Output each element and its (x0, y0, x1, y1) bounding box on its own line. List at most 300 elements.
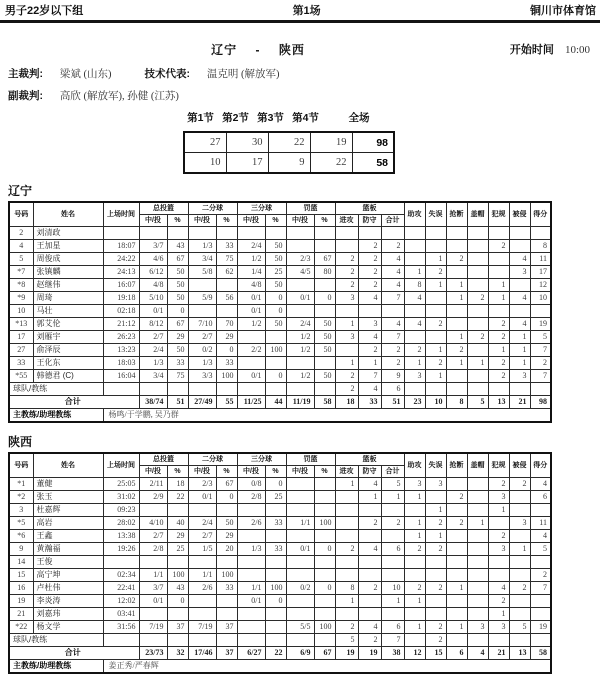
col-turnovers: 失误 (425, 453, 446, 478)
stat-cell: 7 (381, 331, 404, 344)
col-two-pointers: 二分球 (188, 453, 237, 466)
stat-cell: 67 (216, 478, 237, 491)
stat-cell: 1/5 (188, 543, 216, 556)
stat-cell: 2 (530, 569, 551, 582)
stat-cell: 5/10 (139, 292, 167, 305)
totals-row (9, 396, 551, 409)
stat-cell: 100 (314, 517, 335, 530)
stat-cell: 56 (216, 292, 237, 305)
stat-cell: 0/1 (286, 292, 314, 305)
stat-cell: 1 (446, 621, 467, 634)
stat-cell: 2 (358, 279, 381, 292)
stat-cell (167, 227, 188, 240)
col-percent: % (167, 215, 188, 227)
head-coach-label: 主教练/助理教练 (9, 660, 103, 674)
stat-cell (265, 227, 286, 240)
stat-cell (425, 556, 446, 569)
player-row (9, 504, 551, 517)
stat-cell (381, 569, 404, 582)
stat-cell (237, 569, 265, 582)
stat-cell (488, 227, 509, 240)
stat-cell: 100 (216, 569, 237, 582)
stat-cell: 2 (404, 582, 425, 595)
stat-cell: 7 (358, 370, 381, 383)
quarter-score-table (183, 131, 395, 174)
stat-cell: 4 (358, 383, 381, 396)
col-three-pointers: 三分球 (237, 453, 286, 466)
player-name-cell: 王化东 (33, 357, 103, 370)
stat-cell: 31:56 (103, 621, 139, 634)
stat-cell: 2 (335, 543, 358, 556)
away-team-name: 陕西 (278, 43, 305, 57)
stat-cell: 2 (467, 331, 488, 344)
stat-cell (467, 279, 488, 292)
stat-cell (358, 305, 381, 318)
stat-cell: 100 (216, 370, 237, 383)
stat-cell (425, 305, 446, 318)
stat-cell (265, 621, 286, 634)
stat-cell (488, 556, 509, 569)
stat-cell: 3 (358, 318, 381, 331)
col-steals: 抢断 (446, 453, 467, 478)
col-percent: % (167, 466, 188, 478)
col-two-pointers: 二分球 (188, 202, 237, 215)
stat-cell: 6 (530, 491, 551, 504)
stat-cell: 29 (167, 530, 188, 543)
player-number-cell: 14 (9, 556, 33, 569)
stat-cell: 1 (425, 344, 446, 357)
stat-cell (314, 305, 335, 318)
stat-cell: 29 (216, 331, 237, 344)
stat-cell: 2 (446, 491, 467, 504)
stat-cell (335, 227, 358, 240)
stat-cell: 50 (314, 344, 335, 357)
total-stat-cell: 6 (446, 647, 467, 660)
stat-cell: 6 (381, 621, 404, 634)
stat-cell (530, 556, 551, 569)
stat-cell: 100 (167, 569, 188, 582)
stat-cell (530, 504, 551, 517)
player-name-cell: 周琦 (33, 292, 103, 305)
stat-cell: 1 (488, 608, 509, 621)
stat-cell: 3 (488, 491, 509, 504)
stat-cell (314, 569, 335, 582)
tech-rep-name: 温克明 (解放军) (206, 69, 280, 80)
stat-cell: 3 (404, 478, 425, 491)
player-number-cell: *9 (9, 292, 33, 305)
stat-cell: 1 (335, 357, 358, 370)
stat-cell: 0 (314, 582, 335, 595)
quarter-label: 第1节 (187, 112, 214, 124)
player-number-cell: *7 (9, 266, 33, 279)
stat-cell: 3 (425, 478, 446, 491)
stat-cell: 1/2 (237, 253, 265, 266)
total-stat-cell: 67 (314, 647, 335, 660)
total-stat-cell: 51 (381, 396, 404, 409)
stat-cell (237, 556, 265, 569)
player-name-cell: 董健 (33, 478, 103, 491)
stat-cell (446, 569, 467, 582)
stat-cell (446, 318, 467, 331)
stat-cell: 1 (404, 530, 425, 543)
stat-cell: 1 (335, 318, 358, 331)
col-fouled: 被侵 (509, 202, 530, 227)
stat-cell (425, 292, 446, 305)
stat-cell: 13:23 (103, 344, 139, 357)
stat-cell (425, 491, 446, 504)
stat-cell: 1 (509, 331, 530, 344)
stat-cell (216, 279, 237, 292)
stat-cell: 1/2 (286, 331, 314, 344)
player-name-cell: 王鑫 (33, 530, 103, 543)
stat-cell (103, 634, 139, 647)
stat-cell: 21:12 (103, 318, 139, 331)
total-score-cell: 98 (352, 132, 394, 153)
stat-cell (237, 621, 265, 634)
stat-cell: 4/6 (139, 253, 167, 266)
stat-cell: 1 (446, 292, 467, 305)
quarter-score-cell: 22 (310, 153, 352, 174)
stat-cell: 1 (425, 253, 446, 266)
stat-cell: 8/12 (139, 318, 167, 331)
player-name-cell: 杨文学 (33, 621, 103, 634)
stat-cell (314, 504, 335, 517)
total-stat-cell: 12 (404, 647, 425, 660)
stat-cell: 6/12 (139, 266, 167, 279)
total-stat-cell: 58 (530, 647, 551, 660)
player-name-cell: 刘清政 (33, 227, 103, 240)
total-stat-cell: 6/9 (286, 647, 314, 660)
col-offensive-rebounds: 进攻 (335, 466, 358, 478)
player-row (9, 478, 551, 491)
player-number-cell: 2 (9, 227, 33, 240)
stat-cell (530, 305, 551, 318)
stat-cell (509, 227, 530, 240)
stat-cell (425, 240, 446, 253)
stat-cell (167, 634, 188, 647)
stat-cell: 1 (509, 357, 530, 370)
col-made-attempted: 中/投 (188, 215, 216, 227)
stat-cell: 4 (530, 478, 551, 491)
stat-cell: 2/7 (188, 530, 216, 543)
stat-cell (103, 227, 139, 240)
col-free-throws: 罚篮 (286, 202, 335, 215)
stat-cell (188, 279, 216, 292)
stat-cell (286, 305, 314, 318)
venue-label: 铜川市体育馆 (530, 5, 596, 17)
stat-cell: 3/7 (139, 240, 167, 253)
player-name-cell: 高岩 (33, 517, 103, 530)
stat-cell: 2 (404, 344, 425, 357)
stat-cell (286, 240, 314, 253)
stat-cell (286, 357, 314, 370)
stat-cell: 2 (467, 292, 488, 305)
total-stat-cell: 38/74 (139, 396, 167, 409)
stat-cell: 50 (167, 292, 188, 305)
stat-cell: 43 (167, 240, 188, 253)
stat-cell: 2 (358, 240, 381, 253)
stat-cell (404, 227, 425, 240)
stat-cell (188, 595, 216, 608)
col-made-attempted: 中/投 (237, 215, 265, 227)
stat-cell: 22 (167, 491, 188, 504)
stat-cell: 7/19 (188, 621, 216, 634)
total-score-cell: 58 (352, 153, 394, 174)
stat-cell (286, 595, 314, 608)
col-made-attempted: 中/投 (286, 466, 314, 478)
home-team-table-title: 辽宁 (8, 184, 33, 198)
stat-cell: 100 (314, 621, 335, 634)
stat-cell (286, 478, 314, 491)
stat-cell: 1/1 (237, 582, 265, 595)
stat-cell: 40 (167, 517, 188, 530)
stat-cell: 2 (509, 478, 530, 491)
stat-cell (467, 240, 488, 253)
total-stat-cell: 98 (530, 396, 551, 409)
team-coach-row (9, 383, 551, 396)
stat-cell: 7 (530, 344, 551, 357)
stat-cell: 50 (265, 253, 286, 266)
player-row (9, 331, 551, 344)
stat-cell (237, 634, 265, 647)
stat-cell (237, 530, 265, 543)
stat-cell: 50 (167, 279, 188, 292)
quarter-score-cell: 10 (184, 153, 226, 174)
stat-cell (216, 504, 237, 517)
stat-cell: 2/6 (188, 582, 216, 595)
stat-cell (509, 383, 530, 396)
stat-cell: 50 (265, 318, 286, 331)
stat-cell: 0/1 (237, 292, 265, 305)
stat-cell (167, 383, 188, 396)
player-row (9, 582, 551, 595)
col-offensive-rebounds: 进攻 (335, 215, 358, 227)
total-stat-cell: 17/46 (188, 647, 216, 660)
stat-cell: 1 (425, 504, 446, 517)
player-row (9, 227, 551, 240)
stat-cell (188, 383, 216, 396)
quarter-label: 第2节 (222, 112, 249, 124)
stat-cell (216, 227, 237, 240)
stat-cell: 0/1 (286, 543, 314, 556)
stat-cell (314, 556, 335, 569)
stat-cell: 2/4 (188, 517, 216, 530)
stat-cell: 2 (425, 517, 446, 530)
stat-cell: 4 (509, 292, 530, 305)
stat-cell (404, 383, 425, 396)
stat-cell: 7 (530, 582, 551, 595)
tech-rep-label: 技术代表: (144, 68, 190, 80)
stat-cell: 5 (335, 634, 358, 647)
stat-cell: 50 (314, 318, 335, 331)
stat-cell (265, 383, 286, 396)
stat-cell (509, 491, 530, 504)
stat-cell: 1 (488, 279, 509, 292)
stat-cell (188, 504, 216, 517)
stat-cell: 1 (404, 491, 425, 504)
player-row (9, 357, 551, 370)
col-assists: 助攻 (404, 453, 425, 478)
stat-cell: 33 (265, 543, 286, 556)
stat-cell: 18 (167, 478, 188, 491)
col-total-rebounds: 合计 (381, 466, 404, 478)
stat-cell: 2 (488, 240, 509, 253)
stat-cell (467, 530, 488, 543)
player-name-cell: 韩德君 (C) (33, 370, 103, 383)
team-coach-label: 球队/教练 (9, 383, 103, 396)
stat-cell: 1 (335, 478, 358, 491)
stat-cell (404, 240, 425, 253)
stat-cell: 50 (167, 266, 188, 279)
player-number-cell: *5 (9, 517, 33, 530)
stat-cell: 7 (381, 292, 404, 305)
player-number-cell: *2 (9, 491, 33, 504)
stat-cell: 1 (446, 279, 467, 292)
stat-cell (530, 227, 551, 240)
stat-cell: 1 (488, 344, 509, 357)
stat-cell: 2/7 (188, 331, 216, 344)
stat-cell (265, 569, 286, 582)
stat-cell: 1 (425, 530, 446, 543)
stat-cell: 1 (425, 279, 446, 292)
player-number-cell: *13 (9, 318, 33, 331)
stat-cell: 2 (335, 370, 358, 383)
stat-cell (314, 634, 335, 647)
stat-cell: 2 (381, 517, 404, 530)
stat-cell: 1 (509, 344, 530, 357)
col-made-attempted: 中/投 (237, 466, 265, 478)
player-number-cell: 4 (9, 240, 33, 253)
stat-cell: 2/7 (139, 530, 167, 543)
stat-cell (265, 556, 286, 569)
stat-cell (446, 504, 467, 517)
stat-cell: 2 (335, 266, 358, 279)
stat-cell: 5/8 (188, 266, 216, 279)
stat-cell (446, 530, 467, 543)
stat-cell (488, 253, 509, 266)
stat-cell (188, 556, 216, 569)
player-number-cell: 19 (9, 595, 33, 608)
stat-cell: 33 (265, 517, 286, 530)
umpires-row (8, 88, 600, 103)
stat-cell: 1 (467, 357, 488, 370)
stat-cell: 0 (167, 595, 188, 608)
stat-cell: 37 (216, 621, 237, 634)
start-time-label: 开始时间 (509, 44, 554, 56)
col-defensive-rebounds: 防守 (358, 215, 381, 227)
stat-cell: 0/1 (237, 595, 265, 608)
stat-cell: 2 (488, 595, 509, 608)
stat-cell: 4 (381, 266, 404, 279)
stat-cell: 0 (167, 305, 188, 318)
stat-cell: 75 (167, 370, 188, 383)
player-name-cell: 赵继伟 (33, 279, 103, 292)
stat-cell: 4 (358, 292, 381, 305)
stat-cell (216, 383, 237, 396)
stat-cell: 20 (216, 543, 237, 556)
stat-cell: 3 (509, 266, 530, 279)
stat-cell: 5 (509, 621, 530, 634)
stat-cell: 3 (509, 370, 530, 383)
total-stat-cell: 13 (488, 396, 509, 409)
stat-cell (509, 556, 530, 569)
totals-row (9, 647, 551, 660)
player-row (9, 318, 551, 331)
stat-cell: 26:23 (103, 331, 139, 344)
stat-cell: 3 (335, 292, 358, 305)
stat-cell: 2 (425, 582, 446, 595)
total-stat-cell: 6/27 (237, 647, 265, 660)
player-name-cell: 周俊成 (33, 253, 103, 266)
stat-cell: 11 (530, 253, 551, 266)
player-number-cell: 5 (9, 253, 33, 266)
stat-cell: 0/1 (139, 595, 167, 608)
stat-cell: 2 (425, 266, 446, 279)
stat-cell: 0 (265, 305, 286, 318)
stat-cell (467, 227, 488, 240)
stat-cell: 4/8 (139, 279, 167, 292)
totals-label: 合计 (9, 647, 139, 660)
stat-cell (188, 227, 216, 240)
stat-cell: 12 (530, 279, 551, 292)
stat-cell: 11 (530, 517, 551, 530)
stat-cell (404, 504, 425, 517)
stat-cell: 3/4 (139, 370, 167, 383)
stat-cell: 2 (381, 357, 404, 370)
stat-cell: 4 (381, 318, 404, 331)
stat-cell: 31:02 (103, 491, 139, 504)
stat-cell: 0 (265, 370, 286, 383)
stat-cell: 43 (167, 582, 188, 595)
col-percent: % (216, 466, 237, 478)
stat-cell: 1 (404, 357, 425, 370)
stat-cell: 0/1 (188, 491, 216, 504)
stat-cell: 2 (488, 370, 509, 383)
col-field-goals: 总投篮 (139, 202, 188, 215)
stat-cell (335, 530, 358, 543)
stat-cell: 80 (314, 266, 335, 279)
total-stat-cell: 11/25 (237, 396, 265, 409)
stat-cell: 2/8 (139, 543, 167, 556)
stat-cell (103, 556, 139, 569)
stat-cell: 2 (488, 318, 509, 331)
total-stat-cell: 51 (167, 396, 188, 409)
player-name-cell: 马壮 (33, 305, 103, 318)
stat-cell (446, 595, 467, 608)
stat-cell (265, 634, 286, 647)
stat-cell: 2/6 (237, 517, 265, 530)
stat-cell (381, 504, 404, 517)
total-stat-cell: 23/73 (139, 647, 167, 660)
stat-cell (488, 569, 509, 582)
total-stat-cell: 19 (358, 647, 381, 660)
stat-cell (286, 491, 314, 504)
stat-cell: 2 (358, 266, 381, 279)
stat-cell: 1 (446, 582, 467, 595)
stat-cell (358, 227, 381, 240)
quarter-score-cell: 22 (268, 132, 310, 153)
stat-cell: 3 (467, 621, 488, 634)
col-field-goals: 总投篮 (139, 453, 188, 466)
stat-cell (335, 517, 358, 530)
col-free-throws: 罚篮 (286, 453, 335, 466)
player-number-cell: 3 (9, 504, 33, 517)
player-row (9, 292, 551, 305)
stat-cell: 2 (335, 279, 358, 292)
vs-separator: - (255, 43, 261, 57)
stat-cell: 3/3 (188, 370, 216, 383)
stat-cell (446, 240, 467, 253)
